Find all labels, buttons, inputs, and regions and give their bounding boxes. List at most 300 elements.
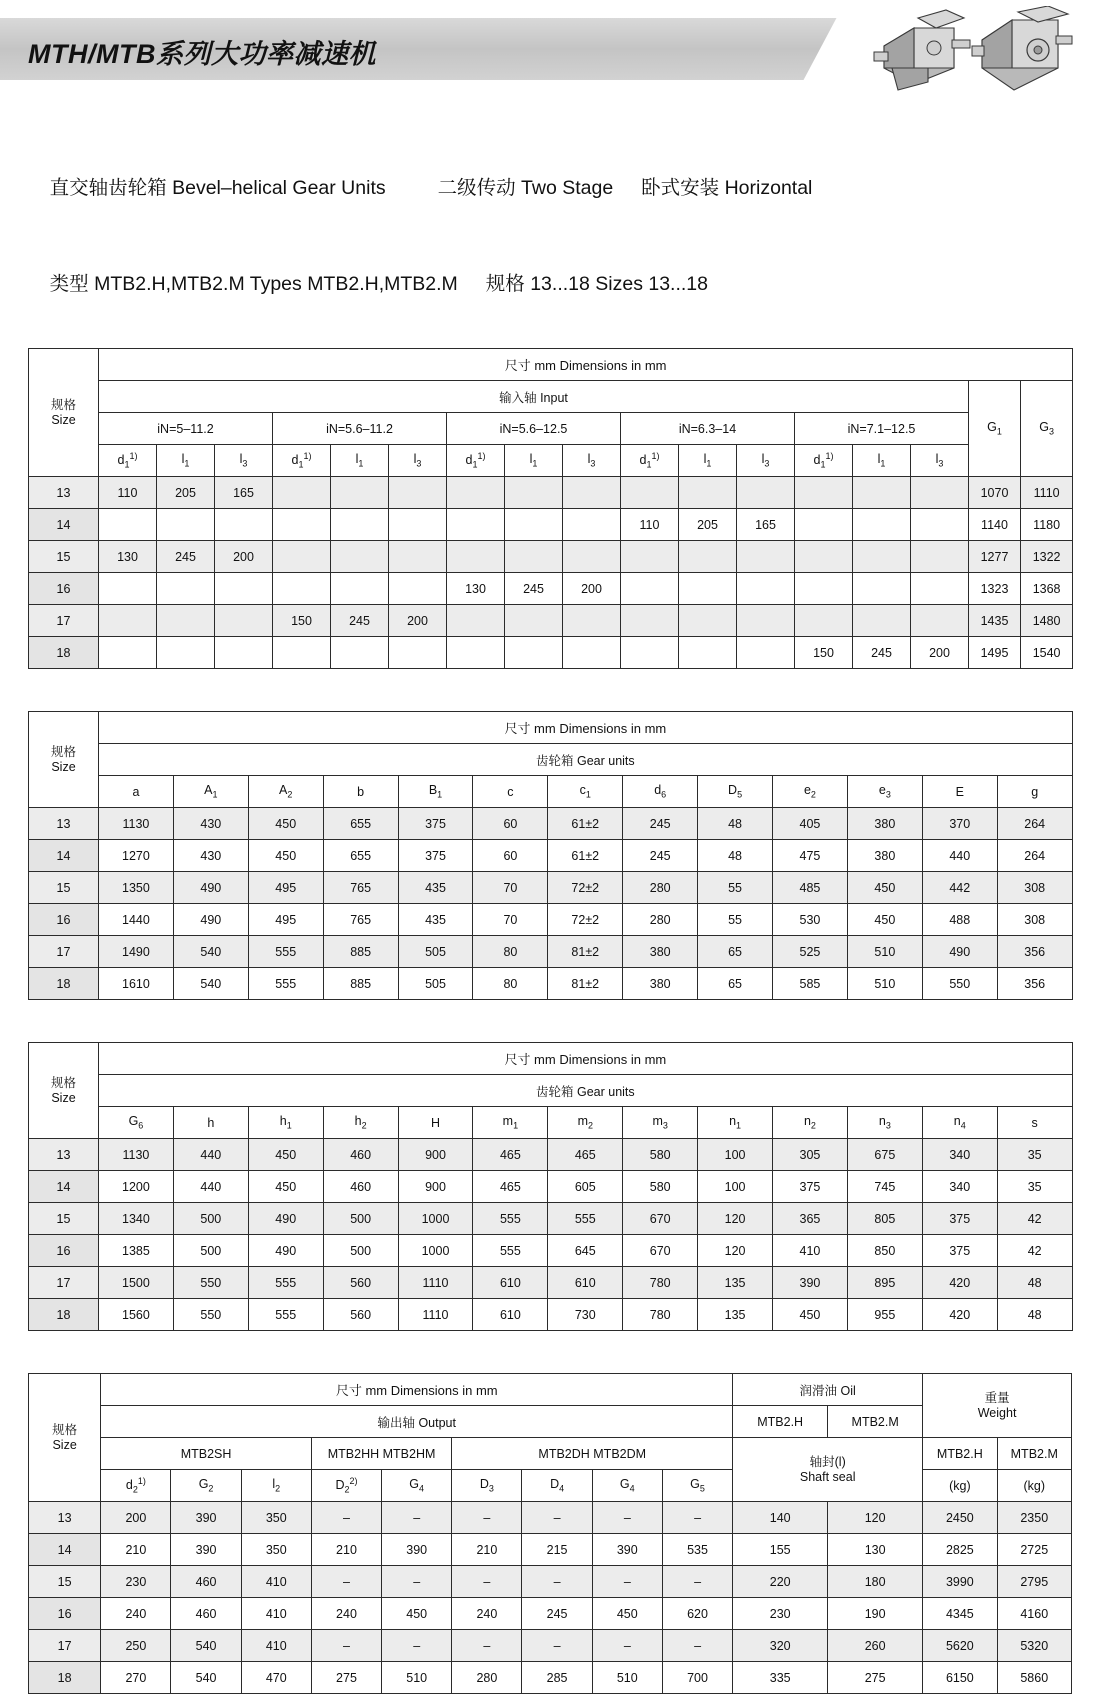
gear-units-header: 齿轮箱 Gear units xyxy=(99,1075,1073,1107)
col-m2: $m_2$ xyxy=(548,1107,623,1139)
row-size: 16 xyxy=(29,904,99,936)
oil-header: 润滑油 Oil xyxy=(733,1374,923,1406)
weight-col-mtb2h: MTB2.H xyxy=(923,1438,997,1470)
weight-col-mtb2m: MTB2.M xyxy=(997,1438,1071,1470)
cell-weight-h: 5620 xyxy=(923,1630,997,1662)
cell: 490 xyxy=(173,872,248,904)
cell xyxy=(99,637,157,669)
cell: 500 xyxy=(173,1203,248,1235)
ratio-group-1: iN=5–11.2 xyxy=(99,413,273,445)
cell xyxy=(447,605,505,637)
cell: 885 xyxy=(323,968,398,1000)
cell: 245 xyxy=(522,1598,592,1630)
cell: 380 xyxy=(847,808,922,840)
cell xyxy=(795,509,853,541)
cell: 48 xyxy=(698,840,773,872)
cell: 215 xyxy=(522,1534,592,1566)
document-subtitles xyxy=(0,110,1100,332)
cell: 530 xyxy=(773,904,848,936)
cell: 555 xyxy=(248,936,323,968)
cell: 535 xyxy=(662,1534,732,1566)
cell: 1385 xyxy=(99,1235,174,1267)
cell: 490 xyxy=(173,904,248,936)
cell: 35 xyxy=(997,1171,1072,1203)
cell-G1: 1435 xyxy=(969,605,1021,637)
cell: – xyxy=(592,1566,662,1598)
cell xyxy=(853,509,911,541)
col-d2: $d_2^{1)}$ xyxy=(101,1470,171,1502)
row-size: 14 xyxy=(29,1534,101,1566)
cell: 340 xyxy=(922,1171,997,1203)
cell xyxy=(911,573,969,605)
cell xyxy=(795,605,853,637)
cell: 450 xyxy=(248,1171,323,1203)
col-G4: $G_4$ xyxy=(382,1470,452,1502)
col-m3: $m_3$ xyxy=(623,1107,698,1139)
row-size: 14 xyxy=(29,509,99,541)
cell: 555 xyxy=(248,1267,323,1299)
cell: 1350 xyxy=(99,872,174,904)
col-G3: $G_3$ xyxy=(1021,381,1073,477)
row-size: 15 xyxy=(29,541,99,573)
cell: 120 xyxy=(698,1203,773,1235)
cell: 340 xyxy=(922,1139,997,1171)
row-size: 15 xyxy=(29,1566,101,1598)
row-size: 16 xyxy=(29,1235,99,1267)
cell: 490 xyxy=(248,1235,323,1267)
cell xyxy=(331,541,389,573)
cell-weight-m: 2725 xyxy=(997,1534,1071,1566)
cell: 895 xyxy=(847,1267,922,1299)
gear-unit-dimensions-table-b xyxy=(28,1042,1073,1331)
cell: 488 xyxy=(922,904,997,936)
page-header xyxy=(0,0,1100,110)
cell: 65 xyxy=(698,968,773,1000)
cell xyxy=(331,509,389,541)
cell xyxy=(331,573,389,605)
cell xyxy=(563,477,621,509)
table-row xyxy=(29,840,1073,872)
cell: – xyxy=(522,1502,592,1534)
table-row xyxy=(29,1502,1072,1534)
table-row xyxy=(29,477,1073,509)
cell: 1000 xyxy=(398,1203,473,1235)
table-row xyxy=(29,904,1073,936)
cell xyxy=(621,541,679,573)
subtitle-bevel-helical: 直交轴齿轮箱 Bevel–helical Gear Units xyxy=(49,177,386,199)
group-mtb2dh-dm: MTB2DH MTB2DM xyxy=(452,1438,733,1470)
cell: 245 xyxy=(157,541,215,573)
cell-oil-m: 190 xyxy=(828,1598,923,1630)
cell: 440 xyxy=(173,1139,248,1171)
table-row xyxy=(29,872,1073,904)
cell: 470 xyxy=(241,1662,311,1694)
col-D2: $D_2^{2)}$ xyxy=(311,1470,381,1502)
col-g: g xyxy=(997,776,1072,808)
cell xyxy=(215,509,273,541)
cell: 280 xyxy=(623,872,698,904)
cell: 450 xyxy=(592,1598,662,1630)
col-G5: $G_5$ xyxy=(662,1470,732,1502)
cell xyxy=(505,637,563,669)
weight-unit-m: (kg) xyxy=(997,1470,1071,1502)
cell: 500 xyxy=(323,1235,398,1267)
cell: 264 xyxy=(997,840,1072,872)
cell: 440 xyxy=(173,1171,248,1203)
cell: 375 xyxy=(773,1171,848,1203)
cell: 308 xyxy=(997,904,1072,936)
cell: 850 xyxy=(847,1235,922,1267)
cell: 410 xyxy=(241,1630,311,1662)
cell: 1500 xyxy=(99,1267,174,1299)
table-4-wrapper xyxy=(0,1373,1100,1694)
col-l1: $l_1$ xyxy=(157,445,215,477)
cell: 100 xyxy=(698,1171,773,1203)
cell: 490 xyxy=(248,1203,323,1235)
cell-G1: 1323 xyxy=(969,573,1021,605)
cell: 375 xyxy=(398,840,473,872)
cell: 450 xyxy=(773,1299,848,1331)
cell xyxy=(911,477,969,509)
cell xyxy=(505,541,563,573)
cell: 780 xyxy=(623,1267,698,1299)
col-a: a xyxy=(99,776,174,808)
cell: – xyxy=(662,1630,732,1662)
cell: 1000 xyxy=(398,1235,473,1267)
cell xyxy=(911,541,969,573)
cell-oil-m: 260 xyxy=(828,1630,923,1662)
cell: 620 xyxy=(662,1598,732,1630)
cell: 380 xyxy=(623,936,698,968)
table-row xyxy=(29,968,1073,1000)
cell xyxy=(157,605,215,637)
cell: – xyxy=(592,1630,662,1662)
cell: 308 xyxy=(997,872,1072,904)
ratio-group-2: iN=5.6–11.2 xyxy=(273,413,447,445)
cell: 900 xyxy=(398,1139,473,1171)
cell: 450 xyxy=(248,840,323,872)
cell: 450 xyxy=(847,904,922,936)
cell xyxy=(215,573,273,605)
row-size: 13 xyxy=(29,1502,101,1534)
row-size: 17 xyxy=(29,1267,99,1299)
row-size: 18 xyxy=(29,1299,99,1331)
col-c: c xyxy=(473,776,548,808)
cell: 540 xyxy=(173,936,248,968)
cell xyxy=(737,637,795,669)
cell xyxy=(563,605,621,637)
col-l1: $l_1$ xyxy=(853,445,911,477)
cell: – xyxy=(311,1630,381,1662)
cell: 205 xyxy=(157,477,215,509)
cell: 165 xyxy=(737,509,795,541)
table-row xyxy=(29,1203,1073,1235)
cell: 70 xyxy=(473,904,548,936)
cell-weight-h: 2825 xyxy=(923,1534,997,1566)
col-D4: $D_4$ xyxy=(522,1470,592,1502)
col-h: h xyxy=(173,1107,248,1139)
cell: 430 xyxy=(173,808,248,840)
cell: 350 xyxy=(241,1534,311,1566)
cell: 495 xyxy=(248,872,323,904)
cell: 305 xyxy=(773,1139,848,1171)
row-size: 13 xyxy=(29,477,99,509)
cell: 585 xyxy=(773,968,848,1000)
cell xyxy=(447,541,505,573)
cell xyxy=(853,573,911,605)
cell: 460 xyxy=(171,1566,241,1598)
col-c1: $c_1$ xyxy=(548,776,623,808)
cell: 460 xyxy=(323,1139,398,1171)
cell: 390 xyxy=(592,1534,662,1566)
row-size: 17 xyxy=(29,936,99,968)
table-row xyxy=(29,509,1073,541)
cell: 390 xyxy=(171,1502,241,1534)
cell xyxy=(737,573,795,605)
cell: 210 xyxy=(311,1534,381,1566)
cell xyxy=(621,573,679,605)
cell: 405 xyxy=(773,808,848,840)
cell: 200 xyxy=(389,605,447,637)
cell: 370 xyxy=(922,808,997,840)
cell: – xyxy=(382,1566,452,1598)
col-h1: $h_1$ xyxy=(248,1107,323,1139)
cell xyxy=(273,509,331,541)
row-size: 14 xyxy=(29,1171,99,1203)
cell-G1: 1070 xyxy=(969,477,1021,509)
cell: 80 xyxy=(473,968,548,1000)
cell: 390 xyxy=(773,1267,848,1299)
cell: 245 xyxy=(623,808,698,840)
cell: 765 xyxy=(323,872,398,904)
cell: 130 xyxy=(447,573,505,605)
cell-oil-h: 140 xyxy=(733,1502,828,1534)
cell-G1: 1495 xyxy=(969,637,1021,669)
cell: – xyxy=(522,1566,592,1598)
gearbox-illustration xyxy=(872,6,1082,106)
cell-oil-m: 275 xyxy=(828,1662,923,1694)
cell-weight-m: 2350 xyxy=(997,1502,1071,1534)
cell: 670 xyxy=(623,1235,698,1267)
cell: 670 xyxy=(623,1203,698,1235)
cell: 655 xyxy=(323,808,398,840)
ratio-group-5: iN=7.1–12.5 xyxy=(795,413,969,445)
cell: 465 xyxy=(548,1139,623,1171)
cell-oil-m: 120 xyxy=(828,1502,923,1534)
cell: 61±2 xyxy=(548,840,623,872)
row-size: 18 xyxy=(29,1662,101,1694)
cell xyxy=(389,573,447,605)
cell: – xyxy=(452,1630,522,1662)
col-n3: $n_3$ xyxy=(847,1107,922,1139)
oil-col-mtb2h: MTB2.H xyxy=(733,1406,828,1438)
cell-G3: 1322 xyxy=(1021,541,1073,573)
cell: 505 xyxy=(398,968,473,1000)
cell: 510 xyxy=(847,968,922,1000)
cell-weight-h: 3990 xyxy=(923,1566,997,1598)
cell: 560 xyxy=(323,1299,398,1331)
cell: 280 xyxy=(623,904,698,936)
cell-G3: 1480 xyxy=(1021,605,1073,637)
dimensions-header: 尺寸 mm Dimensions in mm xyxy=(101,1374,733,1406)
cell xyxy=(389,541,447,573)
row-size: 15 xyxy=(29,872,99,904)
cell xyxy=(157,637,215,669)
cell xyxy=(679,573,737,605)
col-n4: $n_4$ xyxy=(922,1107,997,1139)
cell-oil-h: 155 xyxy=(733,1534,828,1566)
cell: – xyxy=(382,1630,452,1662)
cell: 1340 xyxy=(99,1203,174,1235)
row-size: 13 xyxy=(29,1139,99,1171)
cell: 700 xyxy=(662,1662,732,1694)
row-size: 17 xyxy=(29,1630,101,1662)
cell: – xyxy=(311,1502,381,1534)
cell xyxy=(505,605,563,637)
cell-weight-h: 6150 xyxy=(923,1662,997,1694)
col-A2: $A_2$ xyxy=(248,776,323,808)
cell: 390 xyxy=(171,1534,241,1566)
table-row xyxy=(29,1630,1072,1662)
row-size: 14 xyxy=(29,840,99,872)
cell: 550 xyxy=(922,968,997,1000)
col-s: s xyxy=(997,1107,1072,1139)
cell: 540 xyxy=(173,968,248,1000)
cell: 275 xyxy=(311,1662,381,1694)
size-header: 规格 Size xyxy=(29,349,99,477)
cell-oil-m: 180 xyxy=(828,1566,923,1598)
cell: 450 xyxy=(248,808,323,840)
col-d6: $d_6$ xyxy=(623,776,698,808)
cell xyxy=(389,477,447,509)
cell-G3: 1540 xyxy=(1021,637,1073,669)
cell: 555 xyxy=(473,1203,548,1235)
cell: 555 xyxy=(548,1203,623,1235)
table-3-wrapper xyxy=(0,1042,1100,1331)
cell: 390 xyxy=(382,1534,452,1566)
cell: 61±2 xyxy=(548,808,623,840)
table-1-wrapper xyxy=(0,348,1100,669)
subtitle-types: 类型 MTB2.H,MTB2.M Types MTB2.H,MTB2.M xyxy=(49,273,458,295)
cell xyxy=(157,573,215,605)
cell: 380 xyxy=(847,840,922,872)
cell-oil-h: 220 xyxy=(733,1566,828,1598)
cell: – xyxy=(382,1502,452,1534)
cell: 72±2 xyxy=(548,904,623,936)
cell: 110 xyxy=(621,509,679,541)
cell xyxy=(679,477,737,509)
col-b: b xyxy=(323,776,398,808)
cell: 435 xyxy=(398,904,473,936)
col-d1: $d_1^{1)}$ xyxy=(447,445,505,477)
cell: 730 xyxy=(548,1299,623,1331)
cell xyxy=(331,637,389,669)
cell: 555 xyxy=(248,968,323,1000)
cell: 350 xyxy=(241,1502,311,1534)
cell: 205 xyxy=(679,509,737,541)
cell: 200 xyxy=(563,573,621,605)
cell xyxy=(853,477,911,509)
col-E: E xyxy=(922,776,997,808)
cell-G3: 1110 xyxy=(1021,477,1073,509)
subtitle-horizontal: 卧式安装 Horizontal xyxy=(641,177,813,199)
cell: – xyxy=(452,1502,522,1534)
cell: 60 xyxy=(473,808,548,840)
cell: 540 xyxy=(171,1630,241,1662)
cell: 440 xyxy=(922,840,997,872)
cell xyxy=(273,637,331,669)
cell: – xyxy=(662,1566,732,1598)
cell: 110 xyxy=(99,477,157,509)
cell: 550 xyxy=(173,1267,248,1299)
table-row xyxy=(29,605,1073,637)
cell: 475 xyxy=(773,840,848,872)
table-row xyxy=(29,936,1073,968)
cell: 655 xyxy=(323,840,398,872)
cell: 250 xyxy=(101,1630,171,1662)
cell: 465 xyxy=(473,1139,548,1171)
cell: 81±2 xyxy=(548,936,623,968)
cell xyxy=(99,509,157,541)
col-m1: $m_1$ xyxy=(473,1107,548,1139)
table-row xyxy=(29,1534,1072,1566)
group-mtb2hh-hm: MTB2HH MTB2HM xyxy=(311,1438,451,1470)
cell: 42 xyxy=(997,1235,1072,1267)
cell: 120 xyxy=(698,1235,773,1267)
cell-weight-m: 5320 xyxy=(997,1630,1071,1662)
cell: 35 xyxy=(997,1139,1072,1171)
cell: 200 xyxy=(101,1502,171,1534)
cell-oil-h: 230 xyxy=(733,1598,828,1630)
col-G6: $G_6$ xyxy=(99,1107,174,1139)
cell xyxy=(447,477,505,509)
dimensions-header: 尺寸 mm Dimensions in mm xyxy=(99,349,1073,381)
cell xyxy=(447,509,505,541)
cell xyxy=(679,541,737,573)
cell: 81±2 xyxy=(548,968,623,1000)
cell xyxy=(621,637,679,669)
cell: 605 xyxy=(548,1171,623,1203)
cell: 645 xyxy=(548,1235,623,1267)
size-header: 规格 Size xyxy=(29,1374,101,1502)
input-shaft-dimensions-table xyxy=(28,348,1073,669)
cell-weight-m: 5860 xyxy=(997,1662,1071,1694)
col-l1: $l_1$ xyxy=(679,445,737,477)
cell: 165 xyxy=(215,477,273,509)
shaft-seal-header: 轴封(l) Shaft seal xyxy=(733,1438,923,1502)
cell xyxy=(737,541,795,573)
cell: 465 xyxy=(473,1171,548,1203)
col-l3: $l_3$ xyxy=(215,445,273,477)
cell: 420 xyxy=(922,1299,997,1331)
cell: 485 xyxy=(773,872,848,904)
cell: 495 xyxy=(248,904,323,936)
cell xyxy=(389,509,447,541)
cell: 435 xyxy=(398,872,473,904)
input-header: 输入轴 Input xyxy=(99,381,969,413)
table-2-wrapper xyxy=(0,711,1100,1000)
cell: 1110 xyxy=(398,1299,473,1331)
row-size: 16 xyxy=(29,573,99,605)
cell xyxy=(447,637,505,669)
col-h2: $h_2$ xyxy=(323,1107,398,1139)
cell: 240 xyxy=(452,1598,522,1630)
cell: 60 xyxy=(473,840,548,872)
cell: 135 xyxy=(698,1267,773,1299)
cell xyxy=(737,477,795,509)
row-size: 13 xyxy=(29,808,99,840)
cell: 285 xyxy=(522,1662,592,1694)
